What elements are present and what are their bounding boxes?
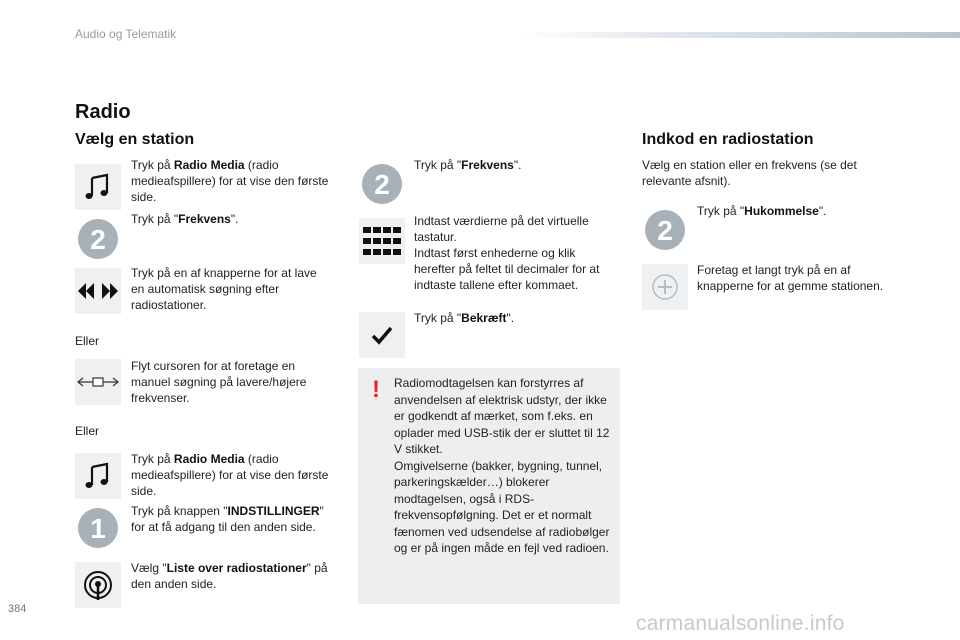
antenna-icon	[82, 569, 114, 601]
step-number-2-badge-right	[642, 207, 688, 253]
right-heading: Indkod en radiostation	[642, 131, 814, 148]
preset-icon-box	[642, 264, 688, 310]
right-intro: Vælg en station eller en frekvens (se det relevante afsnit).	[642, 158, 857, 188]
step-number-1-badge	[75, 505, 121, 551]
right-step-memory: Tryk på "Hukommelse".	[697, 204, 827, 218]
seek-arrows-icon	[76, 281, 120, 301]
keypad-icon	[362, 226, 402, 256]
step-number-2-badge-mid	[359, 161, 405, 207]
confirm-icon-box	[359, 312, 405, 358]
or-label-2: Eller	[75, 424, 100, 438]
mid-step-keypad: Indtast værdierne på det virtuelle tastatur. Indtast først enhederne og klik herefter på feltet til decimaler for at indtaste tallene efter kommaet.	[414, 214, 600, 292]
mid-step-confirm: Tryk på "Bekræft".	[414, 311, 515, 325]
section-header: Audio og Telematik	[75, 27, 177, 41]
step-settings: Tryk på knappen "INDSTILLINGER" for at få adgang til den anden side.	[131, 504, 324, 534]
mid-step-frekvens: Tryk på "Frekvens".	[414, 158, 522, 172]
svg-text:2: 2	[657, 215, 673, 246]
manual-slider-icon-box	[75, 359, 121, 405]
station-list-icon-box	[75, 562, 121, 608]
music-note-icon	[83, 172, 113, 202]
music-note-icon	[83, 461, 113, 491]
left-heading: Vælg en station	[75, 131, 195, 148]
svg-text:2: 2	[374, 169, 390, 200]
step-radio-media-2: Tryk på Radio Media (radio medieafspillere) for at vise den første side.	[131, 452, 329, 498]
step-auto-search: Tryk på en af knapperne for at lave en automatisk søgning efter radiostationer.	[131, 266, 317, 312]
right-step-preset: Foretag et langt tryk på en af knapperne for at gemme stationen.	[697, 263, 884, 293]
warning-text: Radiomodtagelsen kan forstyrres af anvendelsen af elektrisk udstyr, der ikke er godkendt af mærket, som f.eks. en oplader med USB-stik der er sluttet til 12 V stikket. Omgivelserne (bakker, bygning, tunnel, parkeringskælder…) blokerer modtagelsen, også i RDS-frekvensopfølgning. Det er et normalt fænomen ved udsendelse af radiobølger og er på ingen måde en fejl ved radioen.	[394, 376, 610, 555]
step-frekvens: Tryk på "Frekvens".	[131, 212, 239, 226]
or-label-1: Eller	[75, 334, 100, 348]
svg-text:1: 1	[90, 513, 106, 544]
plus-circle-icon	[651, 273, 679, 301]
page-title: Radio	[75, 101, 131, 123]
keypad-icon-box	[359, 218, 405, 264]
slider-cursor-icon	[76, 375, 120, 389]
svg-text:2: 2	[90, 224, 106, 255]
step-manual-search: Flyt cursoren for at foretage en manuel søgning på lavere/højere frekvenser.	[131, 359, 307, 405]
radio-media-icon-box-2	[75, 453, 121, 499]
watermark: carmanualsonline.info	[636, 612, 845, 635]
step-station-list: Vælg "Liste over radiostationer" på den anden side.	[131, 561, 328, 591]
radio-media-icon-box	[75, 164, 121, 210]
header-decoration-bar	[520, 32, 960, 38]
seek-buttons-icon-box	[75, 268, 121, 314]
step-number-2-badge	[75, 216, 121, 262]
page-number: 384	[8, 603, 27, 615]
warning-exclamation-icon: !	[372, 376, 380, 403]
checkmark-icon	[371, 325, 393, 345]
step-radio-media: Tryk på Radio Media (radio medieafspillere) for at vise den første side.	[131, 158, 329, 204]
